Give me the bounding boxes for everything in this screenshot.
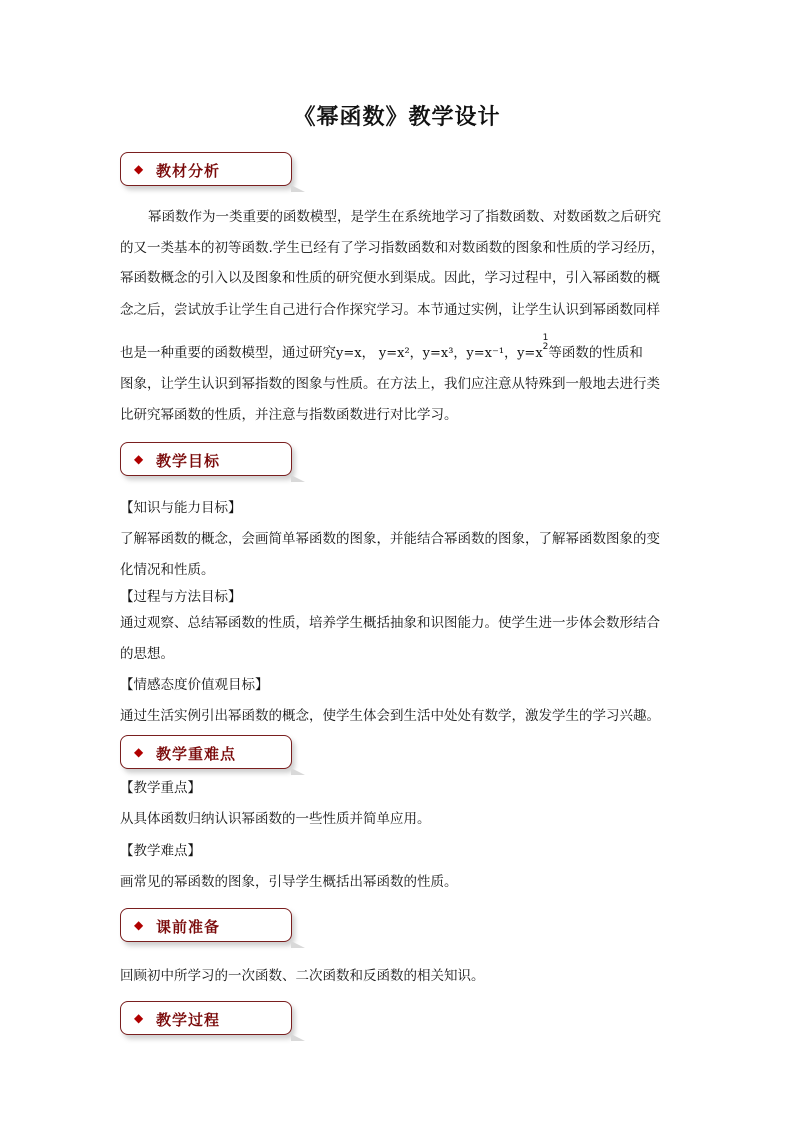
key-point-text: 从具体函数归纳认识幂函数的一些性质并简单应用。	[120, 811, 431, 827]
formula-y-x: y=x，	[336, 346, 375, 361]
page-title: 《幂函数》教学设计	[293, 104, 501, 130]
goal-text-knowledge-2: 化情况和性质。	[120, 562, 215, 578]
analysis-line-7: 比研究幂函数的性质，并注意与指数函数进行对比学习。	[120, 407, 458, 423]
analysis-line-3: 幂函数概念的引入以及图象和性质的研究便水到渠成。因此，学习过程中，引入幂函数的概	[120, 270, 660, 286]
goal-text-attitude: 通过生活实例引出幂函数的概念，使学生体会到生活中处处有数学，激发学生的学习兴趣。	[120, 708, 660, 724]
section-header-textbook-analysis	[120, 152, 292, 186]
goal-heading-knowledge: 【知识与能力目标】	[120, 500, 242, 516]
goal-heading-attitude: 【情感态度价值观目标】	[120, 677, 269, 693]
section-header-preparation	[120, 908, 292, 942]
section-label: 教材分析	[156, 162, 221, 180]
difficult-point-heading: 【教学难点】	[120, 843, 201, 859]
section-label: 教学目标	[156, 452, 221, 470]
analysis-line-2: 的又一类基本的初等函数.学生已经有了学习指数函数和对数函数的图象和性质的学习经历，	[120, 240, 665, 256]
frac-numerator: 1	[542, 333, 549, 343]
analysis-line-5	[120, 333, 690, 364]
analysis-line-1: 幂函数作为一类重要的函数模型，是学生在系统地学习了指数函数、对数函数之后研究	[148, 209, 661, 225]
analysis-line-5-post: 等函数的性质和	[548, 345, 643, 361]
analysis-line-4: 念之后，尝试放手让学生自己进行合作探究学习。本节通过实例，让学生认识到幂函数同样	[120, 302, 660, 318]
shadow-tail	[291, 768, 305, 775]
section-label: 教学重难点	[156, 745, 237, 763]
goal-text-process-1: 通过观察、总结幂函数的性质，培养学生概括抽象和识图能力。使学生进一步体会数形结合	[120, 615, 660, 631]
shadow-tail	[291, 941, 305, 948]
prep-text: 回顾初中所学习的一次函数、二次函数和反函数的相关知识。	[120, 968, 485, 984]
shadow-tail	[291, 475, 305, 482]
goal-text-process-2: 的思想。	[120, 646, 174, 662]
goal-heading-process: 【过程与方法目标】	[120, 589, 242, 605]
goal-text-knowledge-1: 了解幂函数的概念，会画简单幂函数的图象，并能结合幂函数的图象，了解幂函数图象的变	[120, 531, 660, 547]
section-header-key-difficult-points	[120, 735, 292, 769]
shadow-tail	[291, 1034, 305, 1041]
exponent-fraction	[543, 334, 549, 352]
difficult-point-text: 画常见的幂函数的图象，引导学生概括出幂函数的性质。	[120, 874, 458, 890]
frac-denominator: 2	[542, 342, 549, 352]
diamond-icon: ◆	[134, 1011, 144, 1025]
shadow-tail	[291, 185, 305, 192]
analysis-line-6: 图象，让学生认识到幂指数的图象与性质。在方法上，我们应注意从特殊到一般地去进行类	[120, 376, 660, 392]
diamond-icon: ◆	[134, 745, 144, 759]
section-label: 课前准备	[156, 918, 221, 936]
section-label: 教学过程	[156, 1011, 221, 1029]
diamond-icon: ◆	[134, 452, 144, 466]
diamond-icon: ◆	[134, 162, 144, 176]
key-point-heading: 【教学重点】	[120, 780, 201, 796]
analysis-line-5-pre: 也是一种重要的函数模型，通过研究	[120, 345, 336, 361]
diamond-icon: ◆	[134, 918, 144, 932]
section-header-teaching-goals	[120, 442, 292, 476]
formula-powers: y=x²，y=x³，y=x⁻¹，y=x	[378, 346, 543, 361]
section-header-teaching-process	[120, 1001, 292, 1035]
